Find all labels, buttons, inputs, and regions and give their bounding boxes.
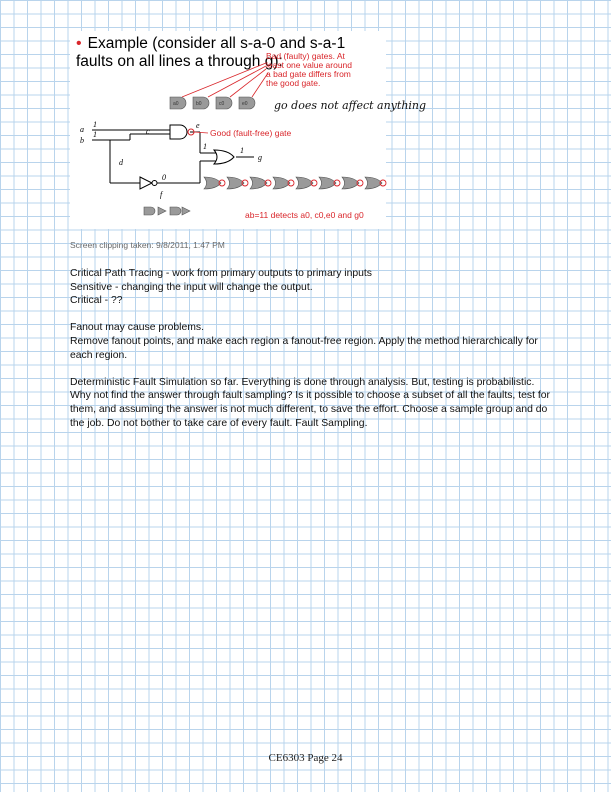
label-e: e [196,121,200,130]
svg-text:b0: b0 [196,101,202,107]
bullet-icon: • [76,35,82,52]
label-one-a: 1 [93,120,97,129]
good-gate-label: Good (fault-free) gate [210,128,292,138]
good-gate-pointer [194,132,208,133]
detects-label: ab=11 detects a0, c0,e0 and g0 [245,210,364,220]
label-one-e: 1 [203,142,207,151]
bad-gates-note-2: least one value around [266,60,353,70]
example-text: Example (consider all s-a-0 and s-a-1 faults on all lines a through g): [76,35,346,70]
notes-body [70,267,550,430]
note-line: Fanout may cause problems. [70,322,204,334]
label-a: a [80,125,84,134]
bottom-faulty-gates [204,177,382,189]
label-f: f [160,190,163,199]
label-c: c [146,127,150,136]
small-faulty-gates [144,207,190,215]
bad-gates-note-1: Bad (faulty) gates. At [266,51,345,61]
clipping-caption: Screen clipping taken: 9/8/2011, 1:47 PM [70,240,225,250]
label-zero-f: 0 [162,173,166,182]
note-line: Critical Path Tracing - work from primary outputs to primary inputs [70,268,372,279]
note-line: Sensitive - changing the input will change the output. [70,281,313,293]
handwritten-note: go does not affect anything [274,99,427,112]
pointer-arrows [182,63,268,97]
label-d: d [119,158,123,167]
bad-gates-note-4: the good gate. [266,78,321,88]
svg-text:c0: c0 [219,101,225,107]
svg-text:e0: e0 [242,101,248,107]
label-g: g [258,153,262,162]
label-one-b: 1 [93,130,97,139]
fault-diagram [70,31,427,229]
bad-gates-note-3: a bad gate differs from [266,69,351,79]
note-line: Remove fanout points, and make each region a fanout-free region. Apply the method hierarchically for each region. [70,335,538,361]
page-footer: CE6303 Page 24 [268,752,343,764]
screen-clipping [70,31,427,229]
label-one-g: 1 [240,146,244,155]
svg-text:a0: a0 [173,101,179,107]
label-b: b [80,136,84,145]
note-line: Deterministic Fault Simulation so far. Everything is done through analysis. But, testing is probabilistic. Why not find the answer through fault sampling? Is it possible to choose a subset of all the faults, test for them, and assuming the answer is not much different, to save the effort. Choose a sample group and do the job. Do not bother to take care of every fault. Fault Sampling. [70,376,550,429]
note-line: Critical - ?? [70,295,123,307]
